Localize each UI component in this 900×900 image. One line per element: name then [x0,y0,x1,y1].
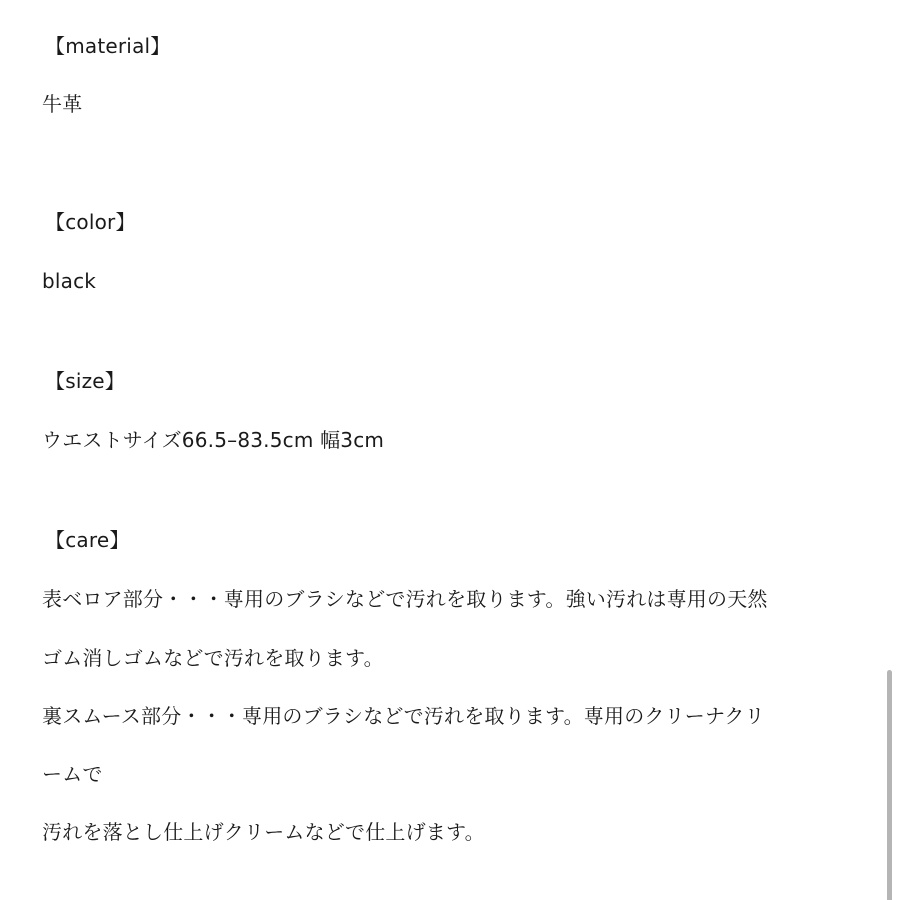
care-line: 表ベロア部分・・・専用のブラシなどで汚れを取ります。強い汚れは専用の天然 [42,587,768,611]
color-value: black [42,269,97,293]
size-heading: 【size】 [45,369,125,393]
size-value: ウエストサイズ66.5–83.5cm 幅3cm [42,428,385,452]
material-heading: 【material】 [45,34,171,58]
care-line: ゴム消しゴムなどで汚れを取ります。 [42,646,384,670]
vertical-scrollbar[interactable] [887,670,892,900]
care-heading: 【care】 [45,528,130,552]
material-value: 牛革 [42,92,83,116]
care-line: 汚れを落とし仕上げクリームなどで仕上げます。 [42,820,485,844]
care-line: 裏スムース部分・・・専用のブラシなどで汚れを取ります。専用のクリーナクリ [42,704,765,728]
color-heading: 【color】 [45,210,136,234]
care-line: ームで [42,762,103,786]
